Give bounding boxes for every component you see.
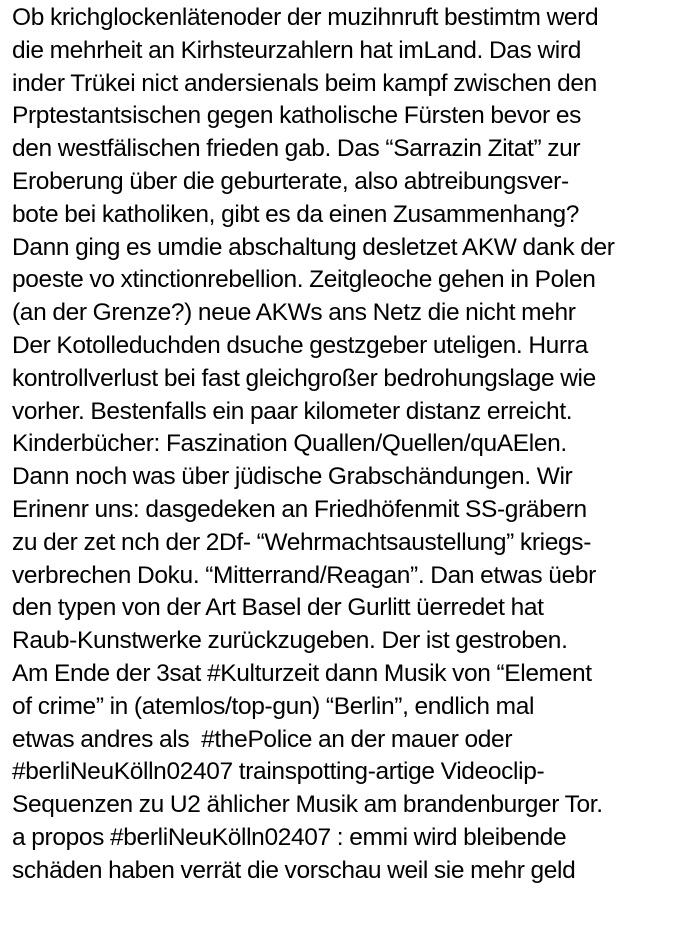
text-line: die mehrheit an Kirhsteurzahlern hat imLand. Das wird xyxy=(12,36,581,64)
text-line: zu der zet nch der 2Df- “Wehrmachtsaustellung” kriegs- xyxy=(12,528,591,556)
text-line: of crime” in (atemlos/top-gun) “Berlin”, endlich mal xyxy=(12,692,535,720)
text-line: bote bei katholiken, gibt es da einen Zusammenhang? xyxy=(12,200,580,228)
text-line: inder Trükei nict andersienals beim kampf zwischen den xyxy=(12,69,597,97)
text-line: Eroberung über die geburterate, also abtreibungsver- xyxy=(12,167,569,195)
text-line: Prptestantsischen gegen katholische Fürsten bevor es xyxy=(12,102,581,130)
text-line: Raub-Kunstwerke zurückzugeben. Der ist gestroben. xyxy=(12,627,568,655)
text-line: Kinderbücher: Faszination Quallen/Quellen/quAElen. xyxy=(12,430,567,458)
text-line: Am Ende der 3sat #Kulturzeit dann Musik von “Element xyxy=(12,659,592,687)
text-line: poeste vo xtinctionrebellion. Zeitgleoche gehen in Polen xyxy=(12,266,596,294)
text-line: Erinenr uns: dasgedeken an Friedhöfenmit SS-gräbern xyxy=(12,495,587,523)
text-line: (an der Grenze?) neue AKWs ans Netz die nicht mehr xyxy=(12,299,576,327)
text-line: den typen von der Art Basel der Gurlitt üerredet hat xyxy=(12,594,544,622)
text-line: Dann ging es umdie abschaltung desletzet AKW dank der xyxy=(12,233,615,261)
text-line: schäden haben verrät die vorschau weil sie mehr geld xyxy=(12,856,576,884)
text-line: verbrechen Doku. “Mitterrand/Reagan”. Dan etwas üebr xyxy=(12,561,596,589)
text-line: kontrollverlust bei fast gleichgroßer bedrohungslage wie xyxy=(12,364,596,392)
text-line: a propos #berliNeuKölln02407 : emmi wird bleibende xyxy=(12,823,567,851)
body-text xyxy=(12,2,684,888)
text-line: #berliNeuKölln02407 trainspotting-artige Videoclip- xyxy=(12,758,545,786)
text-line: Dann noch was über jüdische Grabschändungen. Wir xyxy=(12,463,573,491)
text-line: Sequenzen zu U2 ählicher Musik am brandenburger Tor. xyxy=(12,791,603,819)
text-line: etwas andres als #thePolice an der mauer oder xyxy=(12,725,513,753)
text-line: Der Kotolleduchden dsuche gestzgeber uteligen. Hurra xyxy=(12,331,588,359)
text-line: vorher. Bestenfalls ein paar kilometer distanz erreicht. xyxy=(12,397,573,425)
text-line: den westfälischen frieden gab. Das “Sarrazin Zitat” zur xyxy=(12,135,581,163)
text-line: Ob krichglockenlätenoder der muzihnruft bestimtm werd xyxy=(12,4,599,31)
